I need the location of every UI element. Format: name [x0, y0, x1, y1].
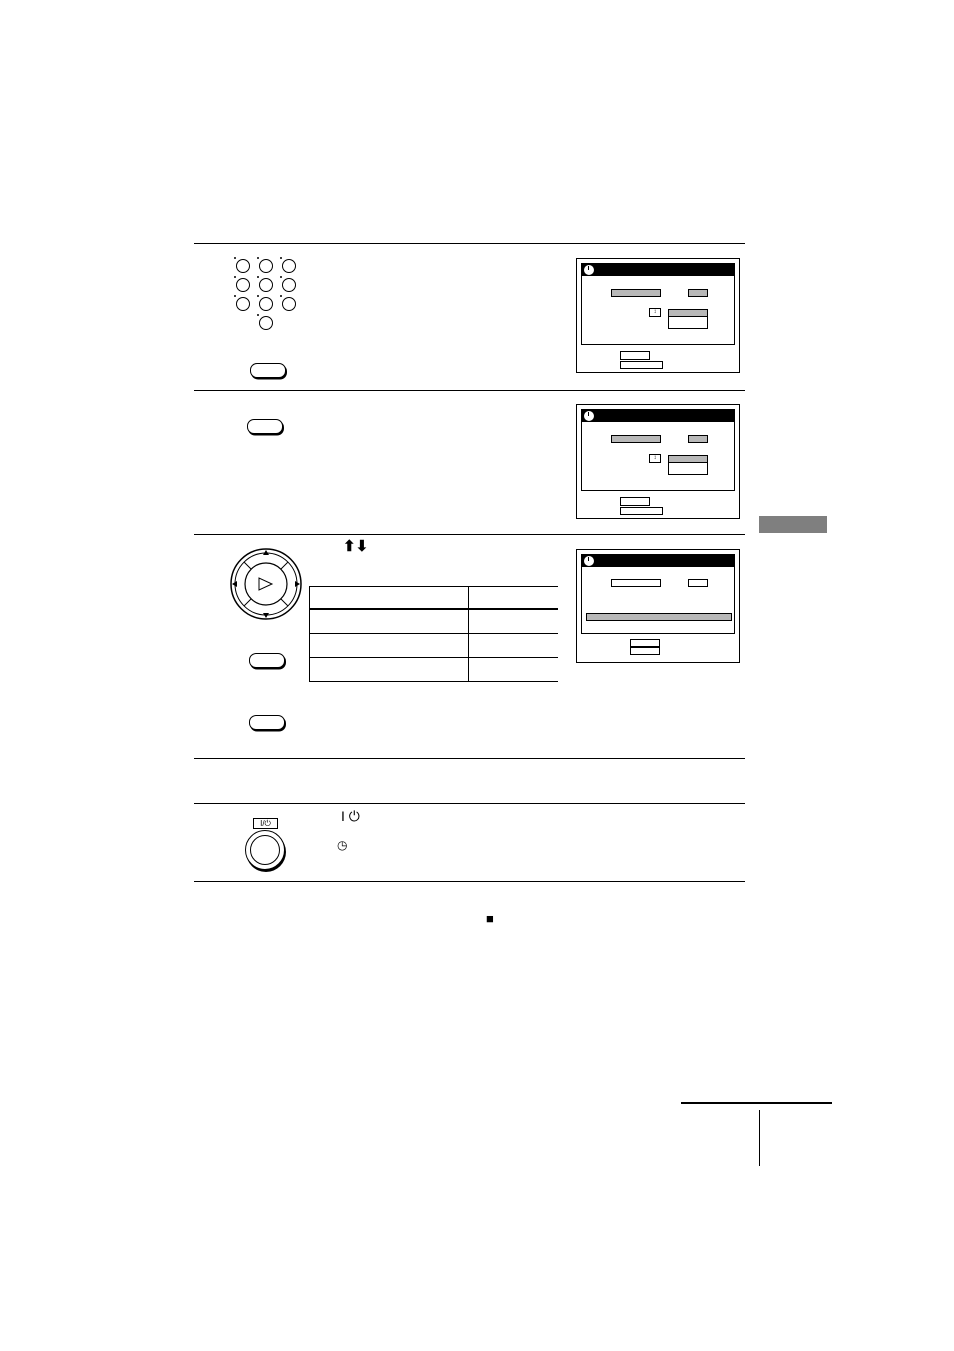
osd-option-box [668, 316, 708, 329]
number-button-4[interactable] [236, 278, 250, 292]
section-rule-1 [194, 243, 745, 244]
remote-button-step3a[interactable] [249, 653, 285, 668]
power-button-label: I/⏻ [253, 818, 278, 829]
osd-footer-box-b [620, 507, 663, 515]
osd-field-small [688, 289, 708, 297]
section-rule-3 [194, 534, 745, 535]
osd-field [611, 579, 661, 587]
power-symbol: I ⏻ [341, 808, 360, 824]
section-rule-2 [194, 390, 745, 391]
number-button-8[interactable] [259, 297, 273, 311]
direction-pad[interactable] [229, 547, 303, 621]
osd-footer-box-a [620, 497, 650, 506]
osd-field-small [688, 579, 708, 587]
footer-rule [681, 1102, 832, 1104]
section-tab [759, 516, 827, 533]
osd-footer-box-a [630, 639, 660, 647]
osd-footer-box-b [630, 647, 660, 655]
number-button-7[interactable] [236, 297, 250, 311]
osd-footer-box-a [620, 351, 650, 360]
number-button-0[interactable] [259, 316, 273, 330]
number-button-6[interactable] [282, 278, 296, 292]
updown-arrows [343, 539, 368, 555]
power-button[interactable] [245, 830, 285, 870]
footer-divider [759, 1110, 760, 1166]
osd-field-highlight [611, 435, 661, 443]
osd-updown-icon: ↕ [649, 454, 661, 463]
number-button-5[interactable] [259, 278, 273, 292]
osd-screen-1 [576, 258, 740, 373]
osd-screen-2 [576, 404, 740, 519]
end-mark: ■ [486, 911, 494, 926]
arrow-down-icon: ⬇ [355, 538, 369, 555]
number-button-1[interactable] [236, 259, 250, 273]
section-rule-6 [194, 881, 745, 882]
osd-updown-icon: ↕ [649, 308, 661, 317]
osd-footer-box-b [620, 361, 663, 369]
osd-screen-3 [576, 549, 740, 663]
number-button-9[interactable] [282, 297, 296, 311]
osd-field-highlight [611, 289, 661, 297]
section-rule-4 [194, 758, 745, 759]
osd-row-highlight [586, 613, 732, 621]
remote-button-step1[interactable] [250, 363, 286, 378]
osd-field-small [688, 435, 708, 443]
remote-button-step3b[interactable] [249, 715, 285, 730]
arrow-up-icon: ⬆ [343, 538, 356, 555]
timer-icon: ◷ [337, 838, 348, 852]
remote-button-step2[interactable] [247, 419, 283, 434]
number-button-2[interactable] [259, 259, 273, 273]
section-rule-5 [194, 803, 745, 804]
number-button-3[interactable] [282, 259, 296, 273]
osd-option-box [668, 462, 708, 475]
